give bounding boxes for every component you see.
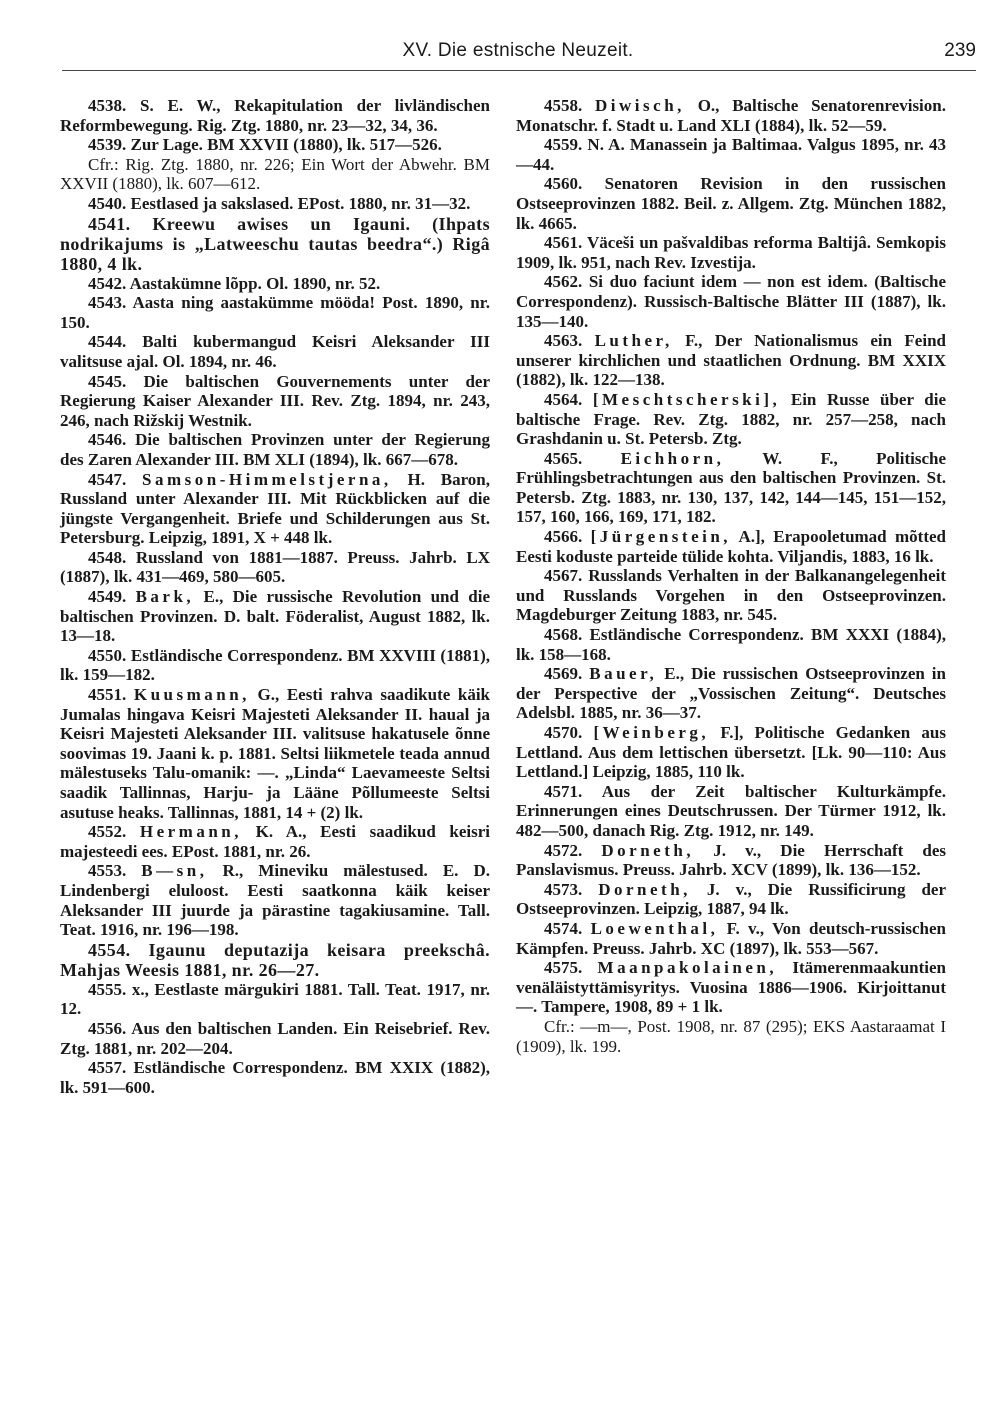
bib-entry xyxy=(516,331,946,390)
entry-text: N. A. Manassein ja Baltimaa. Valgus 1895, nr. 43—44. xyxy=(516,135,947,174)
bib-entry xyxy=(60,861,490,939)
entry-text: x., Eestlaste märgukiri 1881. Tall. Teat. 1917, nr. 12. xyxy=(60,979,491,1019)
bib-entry xyxy=(60,980,490,1019)
bib-entry xyxy=(60,822,490,861)
bib-entry xyxy=(516,664,946,723)
entry-number: 4564. xyxy=(544,389,583,409)
entry-text: Kreewu awises un Igauni. (Ihpats nodrikajums is „Latweeschu tautas beedra“.) Rigâ 1880, 4 lk. xyxy=(60,213,490,274)
bib-entry xyxy=(60,332,490,371)
entry-text: J. v., Die Russificirung der Ostseeprovinzen. Leipzig, 1887, 94 lk. xyxy=(516,879,947,919)
entry-author: Bark, xyxy=(135,587,195,607)
entry-number: 4551. xyxy=(88,685,127,705)
entry-text: W. F., Politische Frühlingsbetrachtungen aus den baltischen Provinzen. St. Petersb. Ztg. 1883, nr. 130, 137, 142, 144—145, 151—152, 157, 160, 166, 169, 171, 182. xyxy=(516,448,946,527)
bib-entry xyxy=(516,135,946,174)
entry-text: Estländische Correspondenz. BM XXVIII (1881), lk. 159—182. xyxy=(60,645,490,685)
left-column xyxy=(60,96,490,1097)
entry-number: 4553. xyxy=(88,861,127,881)
entry-number: 4549. xyxy=(88,587,127,607)
bib-entry xyxy=(60,1019,490,1058)
entry-number: 4575. xyxy=(544,958,583,978)
entry-text: Aastakümne lõpp. Ol. 1890, nr. 52. xyxy=(129,273,381,293)
bib-entry xyxy=(516,919,946,958)
entry-number: 4547. xyxy=(88,469,127,489)
entry-number: 4540. xyxy=(88,193,127,213)
bib-entry xyxy=(516,527,946,566)
entry-author: Dorneth, xyxy=(601,840,695,860)
entry-author: Samson-Himmelstjerna, xyxy=(142,469,392,489)
bib-entry xyxy=(516,566,946,625)
entry-text: F., Der Nationalismus ein Feind unserer kirchlichen und staatlichen Ordnung. BM XXIX (1882), lk. 122—138. xyxy=(516,331,946,390)
entry-number: 4568. xyxy=(544,625,583,645)
entry-number: 4570. xyxy=(544,723,583,742)
bib-entry xyxy=(516,390,946,449)
entry-text: Die baltischen Provinzen unter der Regierung des Zaren Alexander III. BM XLI (1894), lk. 667—678. xyxy=(60,430,490,469)
bib-entry xyxy=(60,587,490,646)
entry-number: 4550. xyxy=(88,645,127,665)
bib-entry xyxy=(516,880,946,919)
entry-text: Eestlased ja sakslased. EPost. 1880, nr. 31—32. xyxy=(130,193,471,213)
entry-number: 4563. xyxy=(544,331,583,351)
entry-text: E., Die russische Revolution und die baltischen Provinzen. D. balt. Föderalist, August 1882, lk. 13—18. xyxy=(60,587,491,646)
entry-text: S. E. W., Rekapitulation der livländischen Reformbewegung. Rig. Ztg. 1880, nr. 23—32, 34, 36. xyxy=(60,96,491,135)
bib-entry xyxy=(60,646,490,685)
entry-author: Diwisch, xyxy=(595,96,685,115)
bib-entry xyxy=(60,940,490,980)
bib-entry xyxy=(516,96,946,135)
bib-entry xyxy=(516,1017,946,1056)
bib-entry xyxy=(516,958,946,1017)
entry-number: 4565. xyxy=(544,448,583,468)
bib-entry xyxy=(516,625,946,664)
bib-entry xyxy=(516,782,946,841)
bib-entry xyxy=(516,233,946,272)
entry-text: F. v., Von deutsch-russischen Kämpfen. Preuss. Jahrb. XC (1897), lk. 553—567. xyxy=(516,918,947,958)
entry-number: 4560. xyxy=(544,174,583,194)
bib-entry xyxy=(516,449,946,527)
entry-text: Russlands Verhalten in der Balkanangelegenheit und Russlands Vorgehen in den Ostseeprovinzen. Magdeburger Zeitung 1883, nr. 545. xyxy=(516,566,947,625)
entry-text: Balti kubermangud Keisri Aleksander III valitsuse ajal. Ol. 1894, nr. 46. xyxy=(60,332,490,371)
entry-number: 4548. xyxy=(88,547,127,567)
bib-entry xyxy=(60,214,490,274)
entry-text: —m—, Post. 1908, nr. 87 (295); EKS Aastaraamat I (1909), lk. 199. xyxy=(516,1016,947,1056)
bib-entry xyxy=(60,135,490,155)
entry-author: Bauer, xyxy=(589,664,658,684)
entry-number: 4557. xyxy=(88,1058,127,1078)
entry-text: J. v., Die Herrschaft des Panslavismus. Preuss. Jahrb. XCV (1899), lk. 136—152. xyxy=(516,840,947,880)
entry-author: Eichhorn, xyxy=(620,448,725,468)
right-column xyxy=(516,96,946,1056)
entry-text: Estländische Correspondenz. BM XXXI (1884), lk. 158—168. xyxy=(516,625,946,664)
running-header xyxy=(60,40,976,70)
entry-text: E., Die russischen Ostseeprovinzen in der Perspective der „Vossischen Zeitung“. Deutsches Adelsbl. 1885, nr. 36—37. xyxy=(516,664,946,723)
entry-author: Luther, xyxy=(594,331,673,351)
entry-number: 4556. xyxy=(88,1018,127,1038)
entry-number: 4552. xyxy=(88,822,127,842)
entry-number: 4545. xyxy=(88,371,127,391)
entry-text: R., Mineviku mälestused. E. D. Lindenbergi eluloost. Eesti saatkonna käik keiser Aleksander III juurde ja pärastine tagakiusamine. Tall. Teat. 1916, nr. 196—198. xyxy=(60,861,491,940)
entry-number: 4574. xyxy=(544,918,583,938)
entry-text: Russland von 1881—1887. Preuss. Jahrb. LX (1887), lk. 431—469, 580—605. xyxy=(60,547,490,587)
entry-text: Itämerenmaakuntien venäläistyttämisyritys. Vuosina 1886—1906. Kirjoittanut —. Tampere, 1908, 89 + 1 lk. xyxy=(516,958,947,1017)
entry-number: 4538. xyxy=(88,96,127,115)
entry-number: 4555. xyxy=(88,979,127,999)
bib-entry xyxy=(60,548,490,587)
header-rule xyxy=(62,70,976,71)
bib-entry xyxy=(516,174,946,233)
entry-number: 4567. xyxy=(544,566,583,586)
entry-number: 4562. xyxy=(544,272,583,292)
entry-number: Cfr.: xyxy=(88,154,119,174)
bib-entry xyxy=(60,155,490,194)
bib-entry xyxy=(60,96,490,135)
entry-text: Senatoren Revision in den russischen Ostseeprovinzen 1882. Beil. z. Allgem. Ztg. München 1882, lk. 4665. xyxy=(516,174,946,233)
entry-text: O., Baltische Senatorenrevision. Monatschr. f. Stadt u. Land XLI (1884), lk. 52—59. xyxy=(516,96,946,135)
entry-number: 4566. xyxy=(544,527,583,547)
entry-number: Cfr.: xyxy=(544,1016,575,1036)
entry-number: 4554. xyxy=(88,939,131,960)
bib-entry xyxy=(60,194,490,214)
bib-entry xyxy=(60,293,490,332)
entry-text: H. Baron, Russland unter Alexander III. Mit Rückblicken auf die jüngste Vergangenheit. Briefe und Schilderungen aus St. Petersburg. Leipzig, 1891, X + 448 lk. xyxy=(60,469,491,548)
bib-entry xyxy=(516,723,946,782)
entry-author: [Meschtscherski], xyxy=(592,389,781,409)
entry-text: Aus den baltischen Landen. Ein Reisebrief. Rev. Ztg. 1881, nr. 202—204. xyxy=(60,1018,491,1058)
page-number: 239 xyxy=(944,40,976,61)
entry-number: 4544. xyxy=(88,332,127,352)
entry-author: Hermann, xyxy=(139,822,242,842)
entry-author: [Jürgenstein, xyxy=(590,527,732,547)
bib-entry xyxy=(60,685,490,822)
entry-text: Igaunu deputazija keisara preekschâ. Mahjas Weesis 1881, nr. 26—27. xyxy=(60,939,490,980)
entry-text: F.], Politische Gedanken aus Lettland. Aus dem lettischen übersetzt. [Lk. 90—110: Aus Lettland.] Leipzig, 1885, 110 lk. xyxy=(516,723,946,782)
entry-text: Ein Russe über die baltische Frage. Rev. Ztg. 1882, nr. 257—258, nach Grashdanin u. St. Petersb. Ztg. xyxy=(516,389,947,449)
bib-entry xyxy=(60,372,490,431)
entry-number: 4542. xyxy=(88,273,127,293)
entry-text: Aasta ning aastakümme mööda! Post. 1890, nr. 150. xyxy=(60,293,490,332)
bib-entry xyxy=(516,272,946,331)
entry-number: 4559. xyxy=(544,135,583,155)
bib-entry xyxy=(516,841,946,880)
bib-entry xyxy=(60,430,490,469)
entry-author: Loewenthal, xyxy=(590,918,719,938)
entry-text: Estländische Correspondenz. BM XXIX (1882), lk. 591—600. xyxy=(60,1058,490,1097)
bib-entry xyxy=(60,470,490,548)
entry-author: B—sn, xyxy=(141,861,208,881)
entry-number: 4546. xyxy=(88,430,127,450)
chapter-title: XV. Die estnische Neuzeit. xyxy=(402,40,634,61)
entry-text: Zur Lage. BM XXVII (1880), lk. 517—526. xyxy=(130,135,442,155)
entry-number: 4543. xyxy=(88,293,127,313)
entry-number: 4541. xyxy=(88,213,131,234)
entry-number: 4539. xyxy=(88,135,127,155)
entry-author: [Weinberg, xyxy=(593,723,710,742)
entry-author: Maanpakolainen, xyxy=(597,958,778,978)
entry-text: G., Eesti rahva saadikute käik Jumalas hingava Keisri Majesteti Aleksander II. haual ja Keisri Majesteti Aleksander III. valitsuse hakatusele õnne soovimas 19. Jaani k. p. 1881. Seltsi liikmetele teada annud mälestuseks Talu-omanik: —. „Linda“ Laevameeste Seltsi saadik Tallinnas, Harju- ja Lääne Põllumeeste Seltsi asutuse heaks. Tallinnas, 1881, 14 + (2) lk. xyxy=(60,685,491,822)
entry-text: Die baltischen Gouvernements unter der Regierung Kaiser Alexander III. Rev. Ztg. 1894, nr. 243, 246, nach Rižskij Westnik. xyxy=(60,371,490,430)
entry-text: Aus der Zeit baltischer Kulturkämpfe. Erinnerungen eines Deutschrussen. Der Türmer 1912, lk. 482—500, danach Rig. Ztg. 1912, nr. 149. xyxy=(516,781,947,840)
entry-number: 4573. xyxy=(544,879,583,899)
entry-text: A.], Erapooletumad mõtted Eesti koduste parteide tülide kohta. Viljandis, 1883, 16 lk. xyxy=(516,527,946,566)
entry-number: 4571. xyxy=(544,781,583,801)
entry-author: Dorneth, xyxy=(598,879,691,899)
entry-number: 4572. xyxy=(544,840,583,860)
entry-text: Väceši un pašvaldibas reforma Baltijâ. Semkopis 1909, lk. 951, nach Rev. Izvestija. xyxy=(516,233,946,272)
entry-text: Rig. Ztg. 1880, nr. 226; Ein Wort der Abwehr. BM XXVII (1880), lk. 607—612. xyxy=(60,154,491,194)
entry-text: K. A., Eesti saadikud keisri majesteedi ees. EPost. 1881, nr. 26. xyxy=(60,822,490,861)
entry-text: Si duo faciunt idem — non est idem. (Baltische Correspondenz). Russisch-Baltische Blätter III (1887), lk. 135—140. xyxy=(516,272,947,331)
bib-entry xyxy=(60,1058,490,1097)
entry-author: Kuusmann, xyxy=(133,685,250,705)
bib-entry xyxy=(60,274,490,294)
entry-number: 4558. xyxy=(544,96,583,115)
entry-number: 4569. xyxy=(544,664,583,684)
entry-number: 4561. xyxy=(544,233,583,253)
